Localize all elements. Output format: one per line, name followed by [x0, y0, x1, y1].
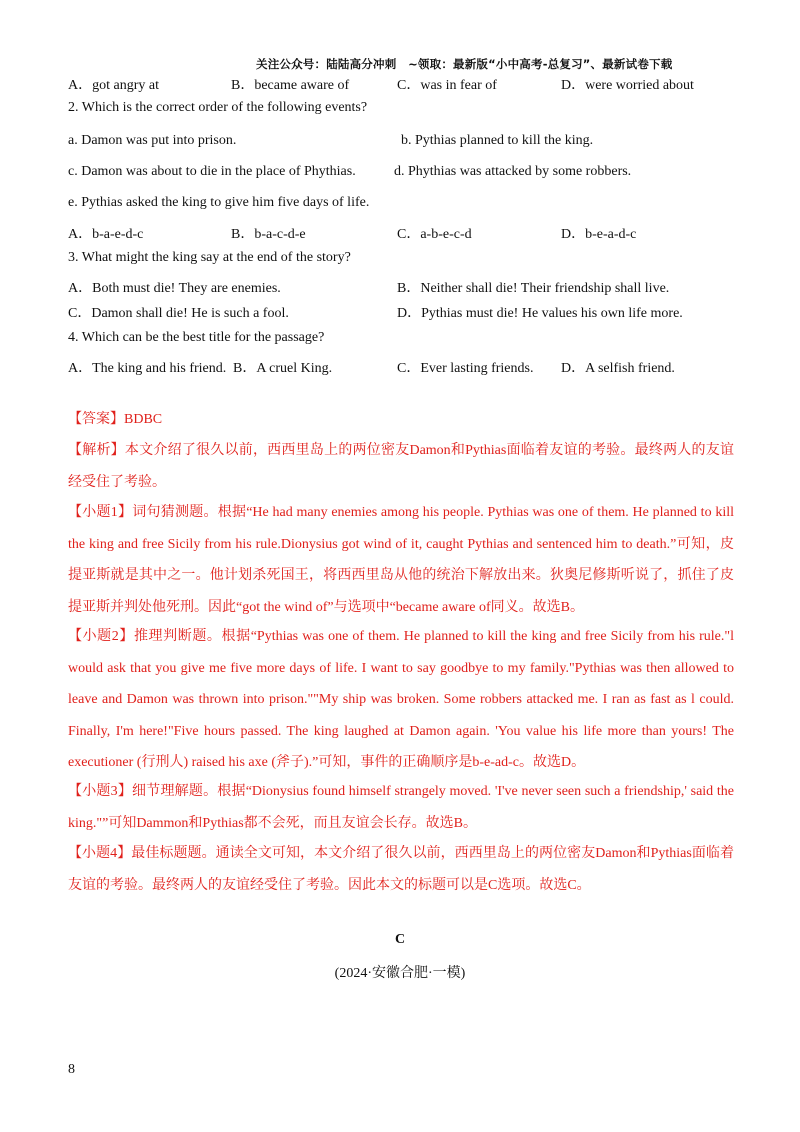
- q2-event-b: b. Pythias planned to kill the king.: [401, 133, 594, 148]
- q3-option-b: B．Neither shall die! Their friendship shall live.: [397, 281, 670, 296]
- q2-option-c: C．a-b-e-c-d: [397, 227, 472, 242]
- sub-question-4-explanation: 【小题4】最佳标题题。通读全文可知，本文介绍了很久以前，西西里岛上的两位密友Damon和Pythias面临着友谊的考验。最终两人的友谊经受住了考验。因此本文的标题可以是C选项。故选C。: [68, 846, 734, 893]
- q2-event-e: e. Pythias asked the king to give him five days of life.: [68, 195, 370, 210]
- section-letter: C: [394, 932, 406, 947]
- q1-option-a: A．got angry at: [68, 78, 159, 93]
- answer-line: 【答案】BDBC: [68, 412, 163, 427]
- q3-option-a: A．Both must die! They are enemies.: [68, 281, 281, 296]
- sub-question-3-explanation: 【小题3】细节理解题。根据“Dionysius found himself strangely moved. 'I've never seen such a friendship,' said the king."”可知Dammon和Pythias都不会死，而且友谊会长存。故选B。: [68, 784, 734, 831]
- q2-option-d: D．b-e-a-d-c: [561, 227, 637, 242]
- page-header: 关注公众号：陆陆高分冲刺 ~领取：最新版“小中高考-总复习”、最新试卷下载: [256, 57, 673, 71]
- q2-stem: 2. Which is the correct order of the following events?: [68, 100, 368, 115]
- sub-question-1-explanation: 【小题1】词句猜测题。根据“He had many enemies among his people. Pythias was one of them. He planned to kill the king and free Sicily from his rule.Dionysius got wind of it, caught Pythias and sentenced him to death.”可知，皮提亚斯就是其中之一。他计划杀死国王，将西西里岛从他的统治下解放出来。狄奥尼修斯听说了，抓住了皮提亚斯并判处他死刑。因此“got the wind of”与选项中“became aware of同义。故选B。: [68, 505, 734, 615]
- q1-option-b: B．became aware of: [231, 78, 350, 93]
- q2-option-b: B．b-a-c-d-e: [231, 227, 306, 242]
- q3-stem: 3. What might the king say at the end of the story?: [68, 250, 351, 265]
- section-source: (2024·安徽合肥·一模): [334, 966, 466, 981]
- q3-option-c: C．Damon shall die! He is such a fool.: [68, 306, 289, 321]
- q2-event-c: c. Damon was about to die in the place of Phythias.: [68, 164, 356, 179]
- q1-option-d: D．were worried about: [561, 78, 694, 93]
- q4-stem: 4. Which can be the best title for the passage?: [68, 330, 325, 345]
- q4-option-a: A．The king and his friend.: [68, 361, 227, 376]
- q4-option-c: C．Ever lasting friends.: [397, 361, 534, 376]
- q3-option-d: D．Pythias must die! He values his own life more.: [397, 306, 683, 321]
- analysis-paragraph: 【解析】本文介绍了很久以前，西西里岛上的两位密友Damon和Pythias面临着友谊的考验。最终两人的友谊经受住了考验。: [68, 443, 734, 490]
- q2-event-a: a. Damon was put into prison.: [68, 133, 237, 148]
- sub-question-2-explanation: 【小题2】推理判断题。根据“Pythias was one of them. He planned to kill the king and free Sicily from his rule."l would ask that you give me five more days of life. I want to say goodbye to my family."Pythias was then allowed to leave and Damon was thrown into prison.""My ship was broken. Some robbers attacked me. I ran as fast as l could. Finally, I'm here!"Five hours passed. The king laughed at Damon again. 'You value his life more than yours! The executioner (行刑人) raised his axe (斧子).”可知，事件的正确顺序是b-e-ad-c。故选D。: [68, 629, 734, 770]
- q4-option-b: B．A cruel King.: [233, 361, 333, 376]
- q4-option-d: D．A selfish friend.: [561, 361, 675, 376]
- q1-option-c: C．was in fear of: [397, 78, 497, 93]
- q2-event-d: d. Phythias was attacked by some robbers.: [394, 164, 632, 179]
- page-number: 8: [68, 1062, 75, 1077]
- q2-option-a: A．b-a-e-d-c: [68, 227, 144, 242]
